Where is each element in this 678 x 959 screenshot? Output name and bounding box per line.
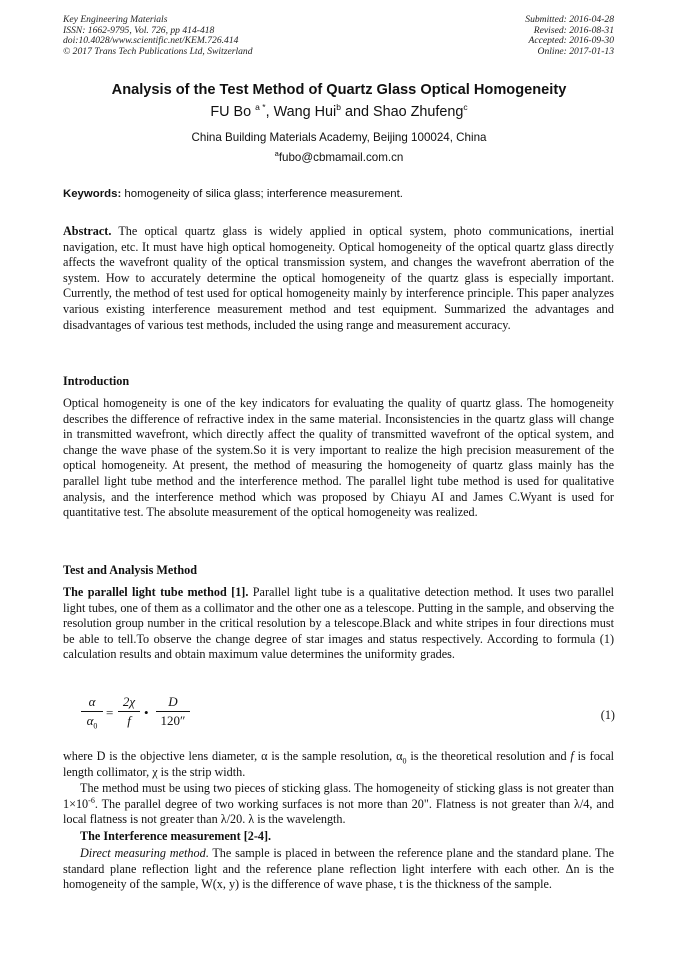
direct-method-text: . The sample is placed in between the reference plane and the standard plane. The standard plane reflection light and the reference plane reflection light interfere with each other. Δn is the homogeneity of the sample, W(x, y) is the difference of wave phase, t is the thickness of the sample. bbox=[63, 846, 614, 892]
formula-alpha0: $\alpha_0$ bbox=[86, 713, 98, 731]
sticking-text-1: The method must be using two pieces of sticking glass. The homogeneity of sticking glass is not greater than 1×10 bbox=[63, 781, 614, 811]
parallel-light-label: The parallel light tube method [1]. bbox=[63, 585, 249, 599]
formula-fraction-d bbox=[156, 694, 190, 729]
contact-email bbox=[0, 151, 678, 164]
journal-issn: ISSN: 1662-9795, Vol. 726, pp 414-418 bbox=[63, 24, 215, 36]
direct-method-paragraph bbox=[63, 846, 614, 893]
date-online: Online: 2017-01-13 bbox=[537, 45, 614, 57]
formula-two-chi: 2χ bbox=[118, 694, 140, 712]
formula-number: (1) bbox=[600, 708, 615, 722]
direct-method-label: Direct measuring method bbox=[80, 846, 206, 860]
journal-doi[interactable]: doi:10.4028/www.scientific.net/KEM.726.414 bbox=[63, 35, 239, 47]
journal-header bbox=[63, 15, 253, 57]
where-f: f bbox=[570, 749, 574, 763]
sticking-paragraph bbox=[63, 781, 614, 828]
sticking-sup: -6 bbox=[88, 795, 95, 805]
affiliation: China Building Materials Academy, Beijing 100024, China bbox=[191, 131, 487, 144]
abstract-label: Abstract. bbox=[63, 224, 112, 238]
where-sub: 0 bbox=[402, 756, 407, 766]
formula-fraction-chi bbox=[118, 694, 140, 729]
sticking-text-2: . The parallel degree of two working surfaces is not more than 20". Flatness is not greater than λ/4, and local flatness is not greater than λ/20. λ is the wavelength. bbox=[63, 796, 614, 827]
email-affil-mark: a bbox=[274, 149, 279, 159]
where-paragraph bbox=[63, 749, 614, 780]
date-submitted: Submitted: 2016-04-28 bbox=[525, 14, 614, 25]
keywords-text: homogeneity of silica glass; interference measurement. bbox=[121, 188, 403, 200]
formula-equals: = bbox=[106, 705, 114, 720]
formula-f: f bbox=[127, 713, 131, 728]
author-2-affil: b bbox=[336, 102, 341, 113]
journal-name: Key Engineering Materials bbox=[63, 14, 168, 25]
where-text-1: where D is the objective lens diameter, α is the sample resolution, α bbox=[63, 749, 403, 763]
introduction-text: Optical homogeneity is one of the key indicators for evaluating the quality of quartz glass. The homogeneity describes the difference of refractive index in the same material. Inconsistencies in the quartz glass will change in transmitted wavefront, which directly affect the quality of transmitted wavefront of the optical system, and change the wave phase of the system.So it is very important to realize the high precision measurement of the optical homogeneity. At present, the method of measuring the homogeneity of quartz glass mainly has the parallel light tube method and the interference method. The parallel light tube method is used for qualitative analysis, and the interference method which was proposed by Chiayu AI and James C.Wyant is used for quantitative test. The absolute measurement of the optical homogeneity was realized. bbox=[63, 396, 614, 520]
author-separator-1: , bbox=[265, 104, 274, 120]
journal-copyright: © 2017 Trans Tech Publications Ltd, Switzerland bbox=[63, 45, 253, 57]
date-revised: Revised: 2016-08-31 bbox=[533, 24, 614, 36]
keywords-label: Keywords: bbox=[63, 188, 122, 200]
author-list bbox=[0, 104, 678, 120]
abstract-text: The optical quartz glass is widely applied in optical system, photo communications, inertial navigation, etc. It must have high optical homogeneity. Optical homogeneity of the optical quartz glass directly affects the wavefront quality of the optical transmission system, and changes the wavefront aberration of the system. How to accurately determine the optical homogeneity of the quartz glass is especially important. Currently, the method of test used for optical homogeneity mainly by interference principle. This paper analyzes various existing interference measurement method and test equipment. Summarized the advantages and disadvantages of various test methods, included the using range and measurement accuracy. bbox=[63, 224, 614, 332]
author-1-affil: a * bbox=[255, 102, 266, 113]
author-3-affil: c bbox=[463, 102, 468, 113]
formula-120: 120″ bbox=[160, 713, 186, 728]
abstract bbox=[63, 224, 614, 333]
formula-d: D bbox=[156, 694, 190, 712]
author-1: FU Bo bbox=[210, 104, 252, 120]
date-accepted: Accepted: 2016-09-30 bbox=[528, 35, 614, 47]
paper-title: Analysis of the Test Method of Quartz Glass Optical Homogeneity bbox=[111, 82, 567, 98]
test-section-heading: Test and Analysis Method bbox=[63, 563, 197, 577]
interference-heading: The Interference measurement [2-4]. bbox=[80, 829, 272, 843]
formula-alpha: α bbox=[81, 694, 103, 712]
keywords bbox=[63, 188, 615, 200]
where-text-2: is the theoretical resolution and bbox=[406, 749, 571, 763]
author-3: Shao Zhufeng bbox=[372, 104, 464, 120]
formula-fraction-alpha bbox=[81, 694, 103, 729]
dates-header bbox=[525, 15, 614, 57]
parallel-light-paragraph bbox=[63, 585, 614, 663]
where-text-3: is focal length collimator, χ is the strip width. bbox=[63, 749, 614, 779]
email-address[interactable]: fubo@cbmamail.com.cn bbox=[278, 151, 404, 164]
author-2: Wang Hui bbox=[273, 104, 337, 120]
formula-1 bbox=[63, 694, 615, 734]
formula-dot: • bbox=[144, 705, 149, 720]
author-separator-2: and bbox=[340, 104, 373, 120]
introduction-heading: Introduction bbox=[63, 374, 130, 388]
parallel-light-text: Parallel light tube is a qualitative detection method. It uses two parallel light tubes, one of them as a collimator and the other one as a telescope. Putting in the sample, and observing the resolution group number in the critical resolution by a telescope.Black and white stripes in four directions must be able to tell.To observe the change degree of star images and status respectively. According to formula (1) calculation results and obtain maximum value determines the uniformity grades. bbox=[63, 585, 614, 662]
